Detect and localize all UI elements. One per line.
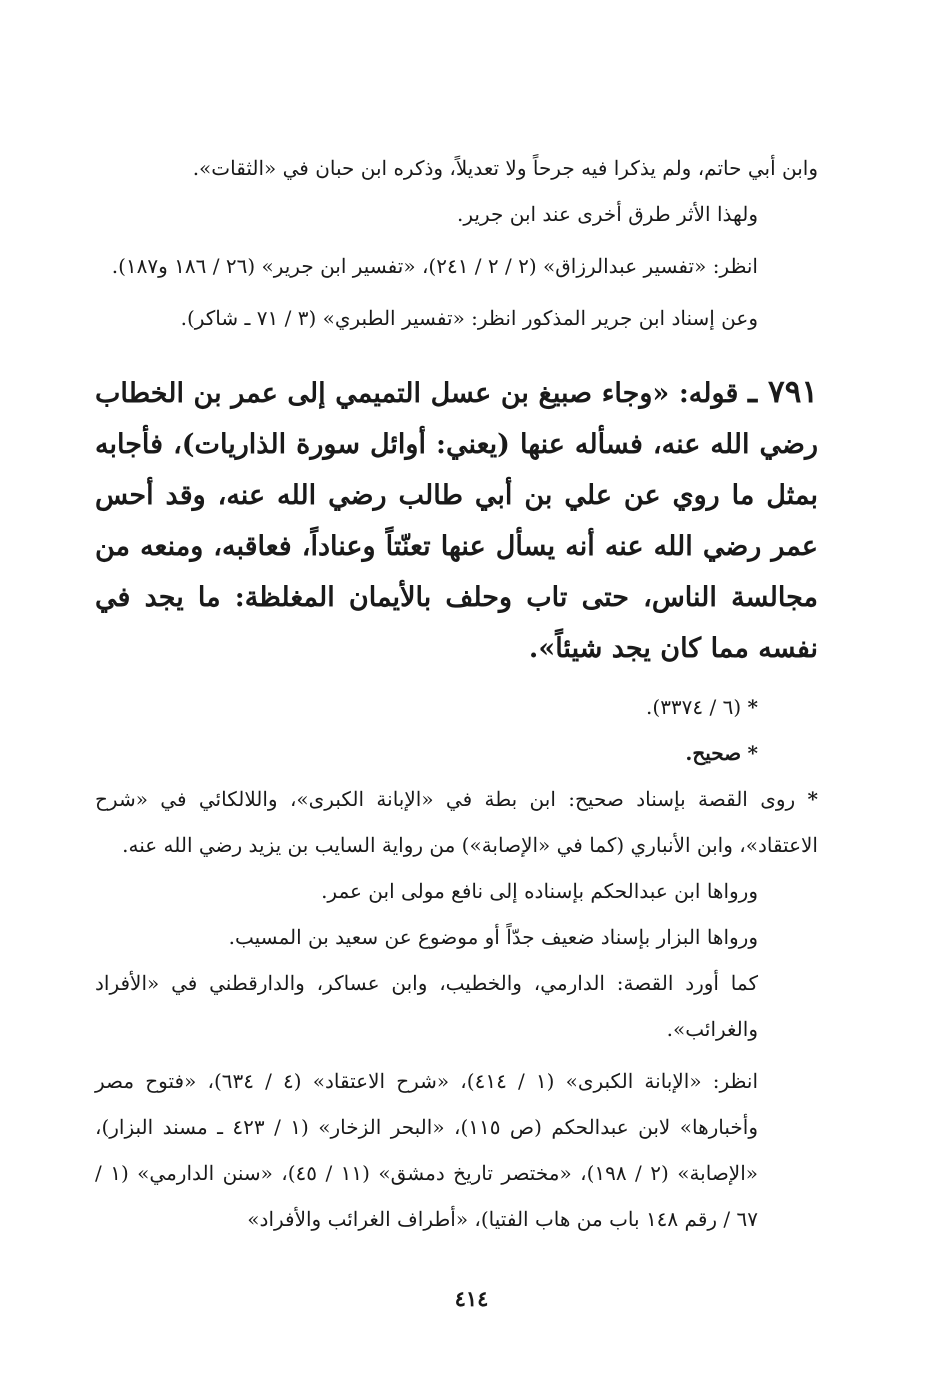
entry-text: قوله: «وجاء صبيغ بن عسل التميمي إلى عمر بن الخطاب رضي الله عنه، فسأله عنها (يعني: أوائل سورة الذاريات)، فأجابه بمثل ما روي عن علي بن أبي طالب رضي الله عنه، وقد أحس عمر رضي الله عنه أنه يسأل عنها تعنّتاً وعناداً، فعاقبه، ومنعه من مجالسة الناس، حتى تاب وحلف بالأيمان المغلظة: ما يجد في نفسه مما كان يجد شيئاً». bbox=[95, 378, 818, 664]
entry-number: ٧٩١ ـ bbox=[747, 374, 818, 410]
page-number: ٤١٤ bbox=[454, 1286, 489, 1311]
paragraph-isnad: وعن إسناد ابن جرير المذكور انظر: «تفسير الطبري» (٣ / ٧١ ـ شاكر). bbox=[180, 306, 758, 330]
paragraph-references: انظر: «الإبانة الكبرى» (١ / ٤١٤)، «شرح الاعتقاد» (٤ / ٦٣٤)، «فتوح مصر وأخبارها» لابن عبدالحكم (ص ١١٥)، «البحر الزخار» (١ / ٤٢٣ ـ مسند البزار)، «الإصابة» (٢ / ١٩٨)، «مختصر تاريخ دمشق» (١١ / ٤٥)، «سنن الدارمي» (١ / ٦٧ / رقم ١٤٨ باب من هاب الفتيا)، «أطراف الغرائب والأفراد» bbox=[95, 1069, 759, 1231]
narration-text: روى القصة بإسناد صحيح: ابن بطة في «الإبانة الكبرى»، واللالكائي في «شرح الاعتقاد»، وابن الأنباري (كما في «الإصابة») من رواية السايب بن يزيد رضي الله عنه. bbox=[95, 787, 818, 857]
page-body bbox=[95, 145, 818, 1242]
verdict-line bbox=[95, 730, 818, 776]
verdict-text: صحيح. bbox=[685, 741, 742, 765]
paragraph-other-narrators: كما أورد القصة: الدارمي، والخطيب، وابن عساكر، والدارقطني في «الأفراد والغرائب». bbox=[95, 971, 758, 1041]
asterisk-icon: * bbox=[747, 695, 758, 719]
paragraph-bazzar: ورواها البزار بإسناد ضعيف جدّاً أو موضوع عن سعيد بن المسيب. bbox=[228, 925, 758, 949]
paragraph-other-routes: ولهذا الأثر طرق أخرى عند ابن جرير. bbox=[457, 202, 758, 226]
quoted-entry bbox=[95, 367, 818, 674]
reference-value: (٦ / ٣٣٧٤). bbox=[646, 695, 742, 719]
paragraph-sources: انظر: «تفسير عبدالرزاق» (٢ / ٢ / ٢٤١)، «تفسير ابن جرير» (٢٦ / ١٨٦ و١٨٧). bbox=[111, 254, 758, 278]
paragraph-ibn-abdulhakam: ورواها ابن عبدالحكم بإسناده إلى نافع مولى ابن عمر. bbox=[321, 879, 758, 903]
asterisk-icon: * bbox=[747, 741, 758, 765]
footnote-continuation: وابن أبي حاتم، ولم يذكرا فيه جرحاً ولا تعديلاً، وذكره ابن حبان في «الثقات». bbox=[192, 156, 818, 180]
asterisk-icon: * bbox=[807, 787, 818, 811]
reference-line bbox=[95, 684, 818, 730]
paragraph-narration bbox=[95, 776, 818, 868]
